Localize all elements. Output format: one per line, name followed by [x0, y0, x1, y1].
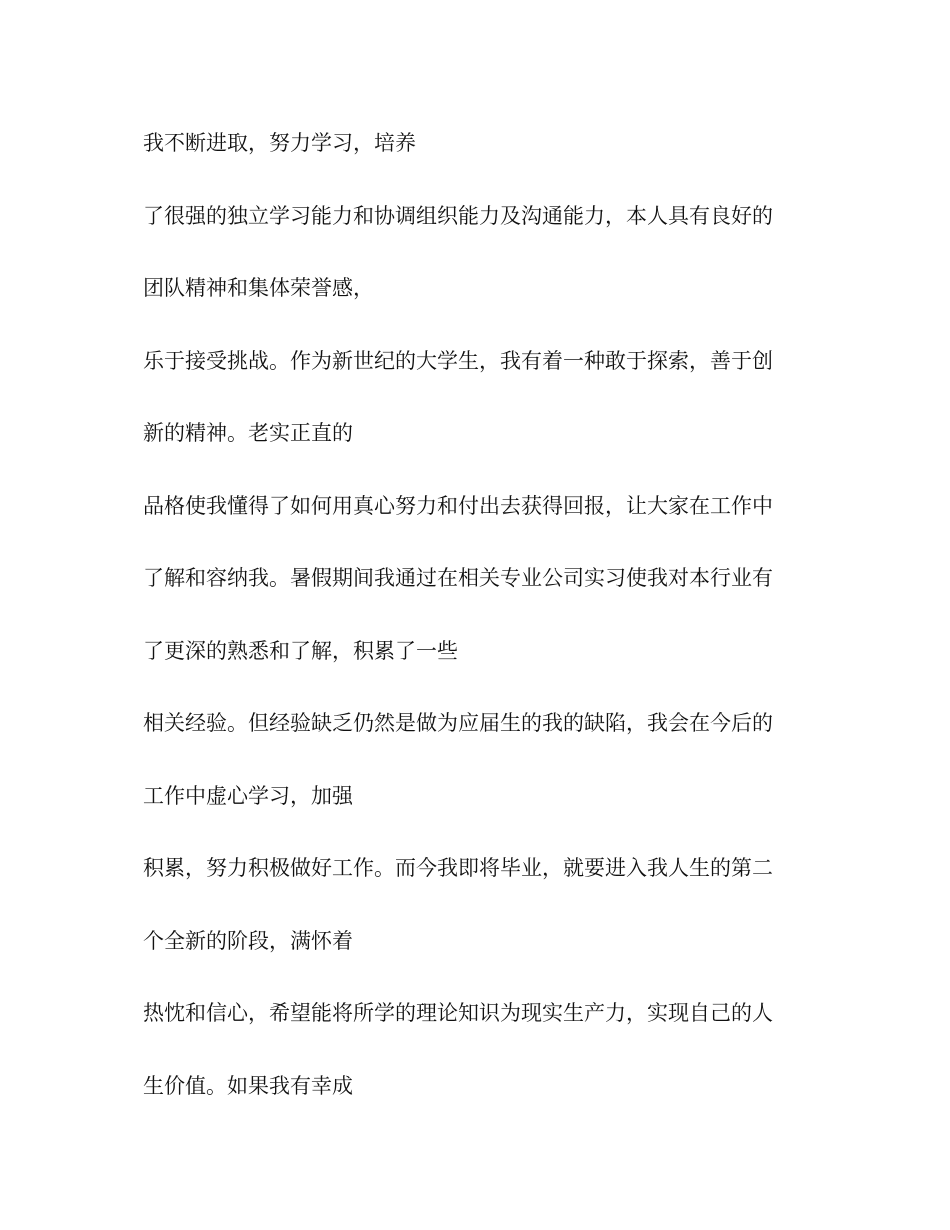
- text-line: 乐于接受挑战。作为新世纪的大学生，我有着一种敢于探索，善于创: [143, 348, 773, 373]
- text-line: 积累，努力积极做好工作。而今我即将毕业，就要进入我人生的第二: [143, 856, 773, 880]
- text-line: 热忱和信心，希望能将所学的理论知识为现实生产力，实现自己的人: [143, 1001, 773, 1025]
- text-line: 我不断进取，努力学习，培养: [143, 131, 416, 155]
- text-line: 团队精神和集体荣誉感，: [143, 276, 374, 300]
- text-line: 生价值。如果我有幸成: [143, 1073, 353, 1098]
- document-body: [143, 122, 803, 1137]
- text-line: 了解和容纳我。暑假期间我通过在相关专业公司实习使我对本行业有: [143, 566, 773, 590]
- text-line: 个全新的阶段，满怀着: [143, 928, 353, 953]
- text-line: 新的精神。老实正直的: [143, 421, 353, 445]
- text-line: 工作中虚心学习，加强: [143, 783, 353, 808]
- text-line: 相关经验。但经验缺乏仍然是做为应届生的我的缺陷，我会在今后的: [143, 711, 773, 735]
- text-line: 了很强的独立学习能力和协调组织能力及沟通能力，本人具有良好的: [143, 203, 773, 228]
- text-line: 了更深的熟悉和了解，积累了一些: [143, 638, 458, 663]
- text-line: 品格使我懂得了如何用真心努力和付出去获得回报，让大家在工作中: [143, 493, 773, 518]
